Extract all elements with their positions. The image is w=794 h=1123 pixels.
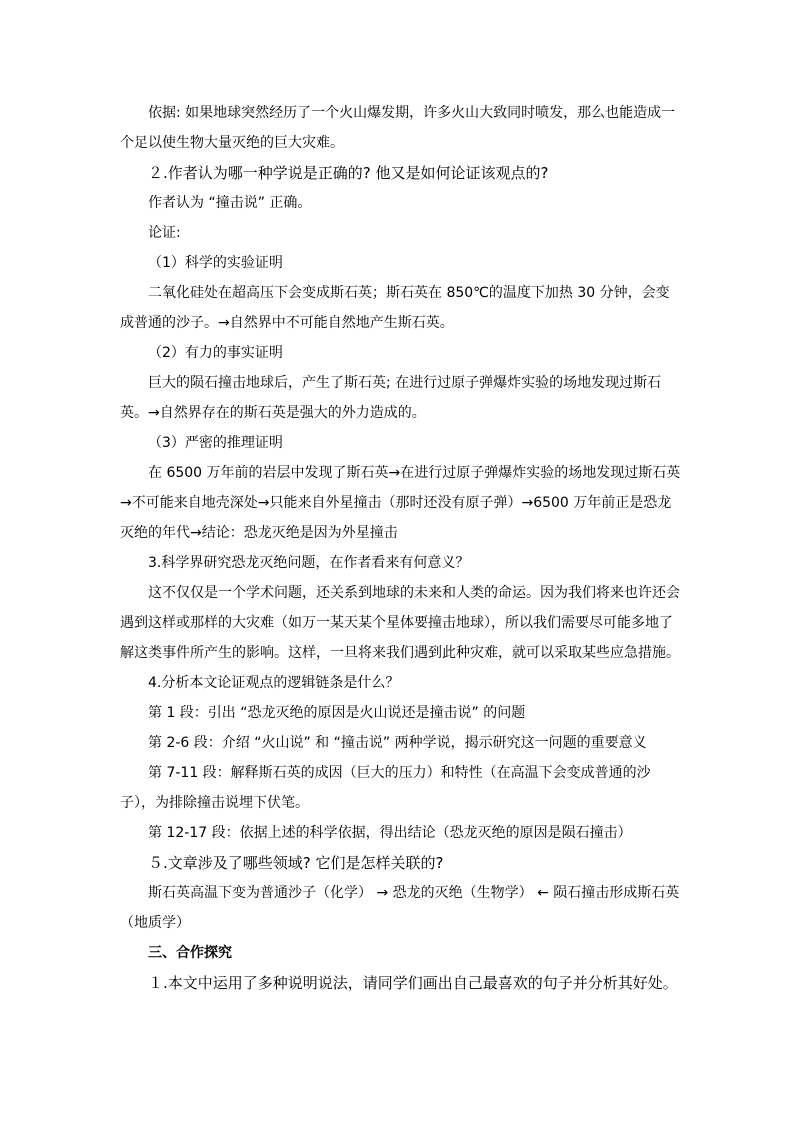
subsection-1-title: （1）科学的实验证明 [148,255,283,271]
section-3-question-1: １.本文中运用了多种说明说法，请同学们画出自己最喜欢的句子并分析其好处。 [148,974,678,992]
answer-4-line-3: 第 7-11 段：解释斯石英的成因（巨大的压力）和特性（在高温下会变成普通的沙子），为排除撞击说埋下伏笔。 [120,765,651,811]
answer-4-line-4: 第 12-17 段：依据上述的科学依据，得出结论（恐龙灭绝的原因是陨石撞击） [148,825,632,841]
section-3-heading: 三、合作探究 [148,945,232,961]
question-5: ５.文章涉及了哪些领域? 它们是怎样关联的? [148,854,444,872]
argument-label: 论证: [148,225,181,241]
question-4: 4.分析本文论证观点的逻辑链条是什么？ [148,675,400,691]
subsection-1-body: 二氧化硅处在超高压下会变成斯石英；斯石英在 850℃的温度下加热 30 分钟，会变成普通的沙子。→自然界中不可能自然地产生斯石英。 [120,285,670,331]
answer-4-line-2: 第 2-6 段：介绍 “火山说” 和 “撞击说” 两种学说，揭示研究这一问题的重要意义 [148,735,647,751]
subsection-3-body: 在 6500 万年前的岩层中发现了斯石英→在进行过原子弹爆炸实验的场地发现过斯石英→不可能来自地壳深处→只能来自外星撞击（那时还没有原子弹）→6500 万年前正是恐龙灭绝的年代→结论：恐龙灭绝是因为外星撞击 [120,465,681,541]
subsection-2-body: 巨大的陨石撞击地球后，产生了斯石英; 在进行过原子弹爆炸实验的场地发现过斯石英。→自然界存在的斯石英是强大的外力造成的。 [120,375,662,421]
answer-4-line-1: 第 1 段：引出 “恐龙灭绝的原因是火山说还是撞击说” 的问题 [148,705,526,721]
subsection-2-title: （2）有力的事实证明 [148,345,283,361]
answer-3: 这不仅仅是一个学术问题，还关系到地球的未来和人类的命运。因为我们将来也许还会遇到这样或那样的大灾难（如万一某天某个星体要撞击地球），所以我们需要尽可能多地了解这类事件所产生的影响。这样，一旦将来我们遇到此种灾难，就可以采取某些应急措施。 [120,585,680,661]
subsection-3-title: （3）严密的推理证明 [148,435,283,451]
question-2: ２.作者认为哪一种学说是正确的? 他又是如何论证该观点的? [148,164,549,182]
answer-5: 斯石英高温下变为普通沙子（化学） → 恐龙的灭绝（生物学） ← 陨石撞击形成斯石英（地质学） [120,885,680,931]
answer-2: 作者认为 “撞击说” 正确。 [148,195,312,211]
question-3: 3.科学界研究恐龙灭绝问题，在作者看来有何意义？ [148,555,470,571]
basis-paragraph: 依据: 如果地球突然经历了一个火山爆发期，许多火山大致同时喷发，那么也能造成一个足以使生物大量灭绝的巨大灾难。 [120,105,676,151]
